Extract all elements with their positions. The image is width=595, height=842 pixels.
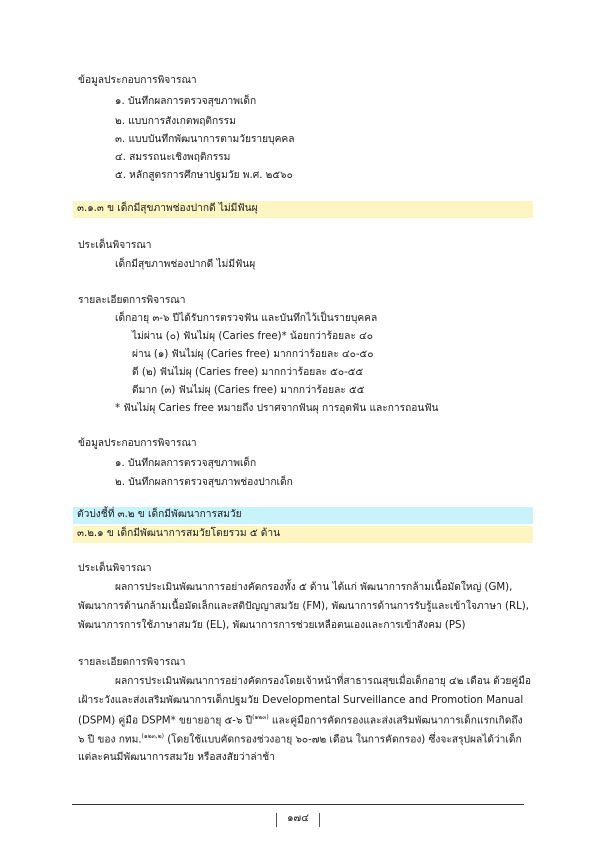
- issues-heading-2: ประเด็นพิจารณา: [78, 563, 152, 574]
- indicator-title: ๓.๑.๓ ข เด็กมีสุขภาพช่องปากดี ไม่มีฟันผุ: [77, 203, 258, 214]
- footnote: * ฟันไม่ผุ Caries free หมายถึง ปราศจากฟันผุ การอุดฟัน และการถอนฟัน: [115, 403, 439, 414]
- text-run: (โดยใช้แบบคัดกรองช่วงอายุ ๖๐-๗๒ เดือน ในการคัดกรอง) ซึ่งจะสรุปผลได้ว่าเด็ก: [163, 734, 522, 746]
- indicator-band-32: [73, 507, 533, 524]
- text-run: ๖ ปี ของ กทม.: [78, 734, 142, 746]
- page-number: ๑๗๔: [273, 813, 323, 826]
- paragraph-line: [78, 714, 523, 728]
- indicator-title: ตัวบ่งชี้ที่ ๓.๒ ข เด็กมีพัฒนาการสมวัย: [77, 509, 242, 520]
- info-item: ๓. แบบบันทึกพัฒนาการตามวัยรายบุคคล: [115, 134, 295, 145]
- info-item: ๕. หลักสูตรการศึกษาปฐมวัย พ.ศ. ๒๕๖๐: [115, 170, 293, 181]
- paragraph-line: ผลการประเมินพัฒนาการอย่างคัดกรองโดยเจ้าหน้าที่สาธารณสุขเมื่อเด็กอายุ ๔๒ เดือน ด้วยคู่มือ: [115, 676, 532, 687]
- paragraph-line: เฝ้าระวังและส่งเสริมพัฒนาการเด็กปฐมวัย Developmental Surveillance and Promotion Manual: [78, 695, 524, 706]
- criteria-level: ไม่ผ่าน (๐) ฟันไม่ผุ (Caries free)* น้อยกว่าร้อยละ ๔๐: [132, 331, 374, 342]
- text-run: (DSPM) คู่มือ DSPM* ขยายอายุ ๕-๖ ปี: [78, 715, 253, 727]
- info-item: ๒. บันทึกผลการตรวจสุขภาพช่องปากเด็ก: [115, 477, 293, 488]
- paragraph-line: แต่ละคนมีพัฒนาการสมวัย หรือสงสัยว่าล่าช้า: [78, 752, 275, 763]
- citation-superscript: (๑๒๓): [252, 714, 269, 721]
- info-item: ๑. บันทึกผลการตรวจสุขภาพเด็ก: [115, 458, 257, 469]
- criteria-level: ดีมาก (๓) ฟันไม่ผุ (Caries free) มากกว่าร้อยละ ๕๕: [132, 385, 365, 396]
- details-intro: เด็กอายุ ๓-๖ ปีได้รับการตรวจฟัน และบันทึกไว้เป็นรายบุคคล: [115, 313, 378, 324]
- footer-rule: [72, 804, 524, 805]
- paragraph-line: พัฒนาการด้านกล้ามเนื้อมัดเล็กและสติปัญญาสมวัย (FM), พัฒนาการด้านการรับรู้และเข้าใจภาษา (RL),: [78, 601, 529, 612]
- issues-heading: ประเด็นพิจารณา: [78, 240, 152, 251]
- paragraph-line: ผลการประเมินพัฒนาการอย่างคัดกรองทั้ง ๕ ด้าน ได้แก่ พัฒนาการกล้ามเนื้อมัดใหญ่ (GM),: [115, 582, 513, 593]
- issues-text: เด็กมีสุขภาพช่องปากดี ไม่มีฟันผุ: [115, 259, 256, 270]
- criteria-level: ดี (๒) ฟันไม่ผุ (Caries free) มากกว่าร้อยละ ๕๐-๕๕: [132, 367, 364, 378]
- paragraph-line: [78, 733, 522, 747]
- info-item: ๔. สมรรถนะเชิงพฤติกรรม: [115, 152, 231, 163]
- text-run: และคู่มือการคัดกรองและส่งเสริมพัฒนาการเด็กแรกเกิดถึง: [268, 715, 523, 727]
- info-heading-2: ข้อมูลประกอบการพิจารณา: [78, 438, 197, 449]
- info-heading: ข้อมูลประกอบการพิจารณา: [78, 75, 197, 86]
- indicator-band-321: [73, 526, 533, 543]
- details-heading: รายละเอียดการพิจารณา: [78, 295, 186, 306]
- citation-superscript: (๑๒๓,๒): [141, 733, 164, 740]
- paragraph-line: พัฒนาการการใช้ภาษาสมวัย (EL), พัฒนาการการช่วยเหลือตนเองและการเข้าสังคม (PS): [78, 620, 466, 631]
- indicator-band-313: [73, 201, 533, 218]
- info-item: ๑. บันทึกผลการตรวจสุขภาพเด็ก: [115, 96, 257, 107]
- info-item: ๒. แบบการสังเกตพฤติกรรม: [115, 116, 236, 127]
- details-heading-2: รายละเอียดการพิจารณา: [78, 657, 186, 668]
- criteria-level: ผ่าน (๑) ฟันไม่ผุ (Caries free) มากกว่าร้อยละ ๔๐-๕๐: [132, 349, 374, 360]
- indicator-title: ๓.๒.๑ ข เด็กมีพัฒนาการสมวัยโดยรวม ๕ ด้าน: [77, 528, 281, 539]
